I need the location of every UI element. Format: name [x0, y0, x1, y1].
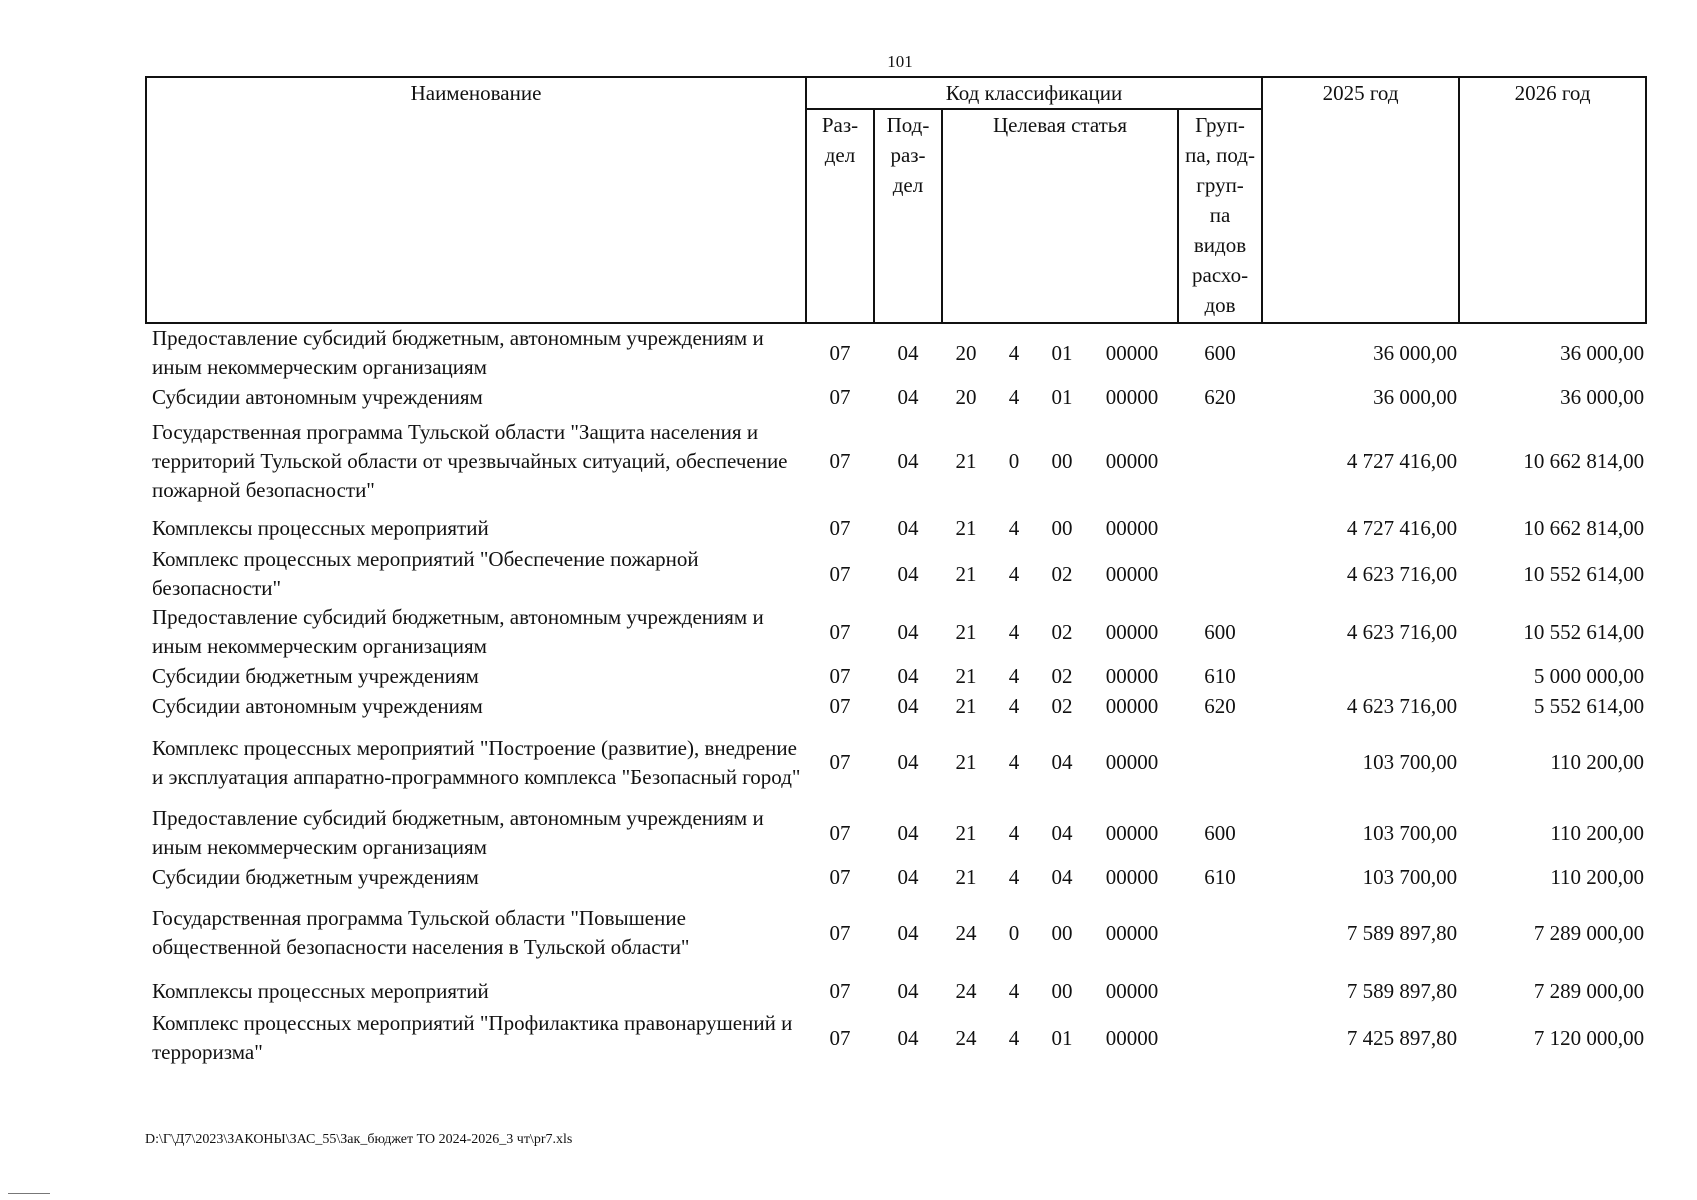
footer-file-path: D:\Г\Д7\2023\ЗАКОНЫ\ЗАС_55\Зак_бюджет ТО 2024-2026_3 чт\pr7.xls	[145, 1132, 573, 1147]
row-name: Субсидии бюджетным учреждениям	[152, 864, 479, 889]
row-target-program: 24	[955, 979, 977, 1003]
row-target-program: 21	[955, 619, 977, 644]
row-podrazdel: 04	[897, 979, 919, 1003]
row-name: Субсидии бюджетным учреждениям	[152, 663, 479, 688]
table-body	[146, 323, 1646, 1067]
row-expense-group: 620	[1204, 693, 1236, 718]
row-razdel: 07	[829, 515, 851, 540]
row-podrazdel: 04	[897, 920, 919, 945]
row-podrazdel: 04	[897, 619, 919, 644]
row-target-type: 4	[1008, 750, 1020, 774]
row-podrazdel: 04	[897, 693, 919, 718]
row-amount-2025: 4 623 716,00	[1346, 619, 1458, 644]
row-name: Предоставление субсидий бюджетным, автономным учреждениям и иным некоммерческим организациям	[152, 605, 764, 658]
row-amount-2025: 103 700,00	[1362, 820, 1458, 845]
header-expense-group: Груп- па, под- груп- па видов расхо- дов	[1178, 109, 1262, 323]
row-amount-2026: 10 552 614,00	[1523, 619, 1645, 644]
table-row	[146, 412, 1646, 505]
row-target-structure: 02	[1051, 663, 1073, 688]
table-row	[146, 1009, 1646, 1067]
table-row	[146, 505, 1646, 545]
row-amount-2025	[1262, 661, 1459, 691]
row-podrazdel: 04	[897, 340, 919, 365]
row-razdel: 07	[829, 820, 851, 845]
header-year-2026: 2026 год	[1459, 77, 1646, 323]
row-expense-group	[1178, 721, 1262, 804]
row-amount-2025: 4 623 716,00	[1346, 561, 1458, 586]
row-podrazdel: 04	[897, 750, 919, 774]
row-expense-group	[1178, 1009, 1262, 1067]
row-amount-2026: 10 552 614,00	[1523, 561, 1645, 586]
row-target-type: 4	[1008, 864, 1020, 889]
row-podrazdel: 04	[897, 384, 919, 409]
row-target-type: 4	[1008, 979, 1020, 1003]
header-podrazdel: Под- раз- дел	[874, 109, 942, 323]
page-number: 101	[887, 52, 913, 71]
row-expense-group: 600	[1204, 340, 1236, 365]
row-name: Предоставление субсидий бюджетным, автономным учреждениям и иным некоммерческим организациям	[152, 326, 764, 379]
row-target-structure: 04	[1051, 864, 1073, 889]
row-target-structure: 01	[1051, 340, 1073, 365]
row-amount-2026: 36 000,00	[1560, 340, 1645, 365]
row-target-structure: 00	[1051, 449, 1073, 473]
row-target-type: 4	[1008, 693, 1020, 718]
row-razdel: 07	[829, 979, 851, 1003]
row-expense-group	[1178, 412, 1262, 505]
row-amount-2026: 5 000 000,00	[1533, 663, 1645, 688]
row-podrazdel: 04	[897, 820, 919, 845]
row-expense-group	[1178, 545, 1262, 603]
row-razdel: 07	[829, 1025, 851, 1050]
table-row	[146, 603, 1646, 661]
row-target-program: 21	[955, 864, 977, 889]
row-target-direction: 00000	[1105, 384, 1159, 409]
row-target-type: 4	[1008, 340, 1020, 365]
row-target-direction: 00000	[1105, 1025, 1159, 1050]
table-row	[146, 323, 1646, 382]
row-amount-2025: 7 589 897,80	[1346, 979, 1458, 1003]
row-amount-2026: 5 552 614,00	[1533, 693, 1645, 718]
row-podrazdel: 04	[897, 1025, 919, 1050]
row-target-structure: 00	[1051, 920, 1073, 945]
row-amount-2025: 4 623 716,00	[1346, 693, 1458, 718]
header-razdel: Раз- дел	[806, 109, 874, 323]
row-podrazdel: 04	[897, 449, 919, 473]
row-amount-2025: 4 727 416,00	[1346, 515, 1458, 540]
row-amount-2026: 7 120 000,00	[1533, 1025, 1645, 1050]
table-row	[146, 721, 1646, 804]
table-header	[146, 77, 1646, 323]
row-target-type: 4	[1008, 561, 1020, 586]
row-target-direction: 00000	[1105, 449, 1159, 473]
row-target-structure: 02	[1051, 619, 1073, 644]
table-row	[146, 382, 1646, 412]
row-podrazdel: 04	[897, 561, 919, 586]
table-row	[146, 691, 1646, 721]
row-target-direction: 00000	[1105, 820, 1159, 845]
row-expense-group	[1178, 892, 1262, 968]
row-target-type: 4	[1008, 515, 1020, 540]
row-amount-2025: 36 000,00	[1373, 340, 1458, 365]
row-target-program: 21	[955, 561, 977, 586]
row-razdel: 07	[829, 693, 851, 718]
row-razdel: 07	[829, 750, 851, 774]
row-name: Комплекс процессных мероприятий "Построение (развитие), внедрение и эксплуатация аппаратно-программного комплекса "Безопасный город"	[152, 735, 801, 789]
row-target-direction: 00000	[1105, 979, 1159, 1003]
row-target-program: 21	[955, 750, 977, 774]
row-amount-2025: 103 700,00	[1362, 864, 1458, 889]
row-target-type: 4	[1008, 663, 1020, 688]
row-name: Государственная программа Тульской области "Защита населения и территорий Тульской области от чрезвычайных ситуаций, обеспечение пожарной безопасности"	[152, 420, 788, 502]
row-target-direction: 00000	[1105, 561, 1159, 586]
row-target-program: 21	[955, 449, 977, 473]
row-expense-group: 610	[1204, 663, 1236, 688]
row-amount-2026: 110 200,00	[1550, 864, 1645, 889]
row-podrazdel: 04	[897, 515, 919, 540]
row-target-structure: 00	[1051, 515, 1073, 540]
row-name: Предоставление субсидий бюджетным, автономным учреждениям и иным некоммерческим организациям	[152, 806, 764, 859]
row-amount-2026: 10 662 814,00	[1523, 515, 1645, 540]
row-target-program: 21	[955, 663, 977, 688]
row-name: Комплекс процессных мероприятий "Профилактика правонарушений и терроризма"	[152, 1011, 793, 1064]
row-target-program: 21	[955, 820, 977, 845]
row-razdel: 07	[829, 663, 851, 688]
row-razdel: 07	[829, 561, 851, 586]
header-code-group: Код классификации	[806, 77, 1262, 109]
row-target-direction: 00000	[1105, 340, 1159, 365]
row-amount-2026: 110 200,00	[1550, 820, 1645, 845]
row-target-direction: 00000	[1105, 750, 1159, 774]
table-row	[146, 804, 1646, 862]
row-amount-2026: 36 000,00	[1560, 384, 1645, 409]
row-name: Комплексы процессных мероприятий	[152, 515, 489, 540]
row-amount-2025: 36 000,00	[1373, 384, 1458, 409]
row-expense-group	[1178, 505, 1262, 545]
row-target-program: 24	[955, 920, 977, 945]
header-name: Наименование	[146, 77, 806, 323]
row-razdel: 07	[829, 619, 851, 644]
row-target-type: 4	[1008, 820, 1020, 845]
row-target-structure: 02	[1051, 693, 1073, 718]
row-target-direction: 00000	[1105, 693, 1159, 718]
corner-mark	[8, 1193, 50, 1194]
row-expense-group: 600	[1204, 820, 1236, 845]
row-razdel: 07	[829, 920, 851, 945]
table-row	[146, 892, 1646, 968]
row-target-structure: 01	[1051, 384, 1073, 409]
row-target-structure: 04	[1051, 750, 1073, 774]
row-podrazdel: 04	[897, 864, 919, 889]
row-target-type: 4	[1008, 1025, 1020, 1050]
row-expense-group: 620	[1204, 384, 1236, 409]
row-amount-2025: 7 425 897,80	[1346, 1025, 1458, 1050]
table-row	[146, 968, 1646, 1009]
table-row	[146, 545, 1646, 603]
row-target-type: 4	[1008, 384, 1020, 409]
row-expense-group: 600	[1204, 619, 1236, 644]
header-target-article: Целевая статья	[942, 109, 1178, 323]
row-name: Комплексы процессных мероприятий	[152, 979, 489, 1003]
row-amount-2026: 110 200,00	[1550, 750, 1645, 774]
row-razdel: 07	[829, 449, 851, 473]
row-target-program: 20	[955, 384, 977, 409]
row-podrazdel: 04	[897, 663, 919, 688]
row-razdel: 07	[829, 384, 851, 409]
row-target-direction: 00000	[1105, 515, 1159, 540]
row-name: Комплекс процессных мероприятий "Обеспечение пожарной безопасности"	[152, 547, 699, 600]
row-target-program: 21	[955, 693, 977, 718]
row-target-structure: 01	[1051, 1025, 1073, 1050]
row-target-structure: 02	[1051, 561, 1073, 586]
row-amount-2025: 103 700,00	[1362, 750, 1458, 774]
table-row	[146, 862, 1646, 892]
row-target-program: 21	[955, 515, 977, 540]
budget-table	[145, 76, 1647, 1067]
row-amount-2026: 7 289 000,00	[1533, 979, 1645, 1003]
row-amount-2025: 7 589 897,80	[1346, 920, 1458, 945]
header-year-2025: 2025 год	[1262, 77, 1459, 323]
row-razdel: 07	[829, 340, 851, 365]
row-target-type: 0	[1008, 920, 1020, 945]
row-target-direction: 00000	[1105, 864, 1159, 889]
row-amount-2026: 7 289 000,00	[1533, 920, 1645, 945]
row-target-type: 0	[1008, 449, 1020, 473]
row-target-structure: 04	[1051, 820, 1073, 845]
table-row	[146, 661, 1646, 691]
row-target-program: 24	[955, 1025, 977, 1050]
row-amount-2025: 4 727 416,00	[1346, 449, 1458, 473]
row-razdel: 07	[829, 864, 851, 889]
row-target-program: 20	[955, 340, 977, 365]
row-target-type: 4	[1008, 619, 1020, 644]
row-target-direction: 00000	[1105, 619, 1159, 644]
row-amount-2026: 10 662 814,00	[1523, 449, 1645, 473]
row-name: Субсидии автономным учреждениям	[152, 693, 483, 718]
row-name: Субсидии автономным учреждениям	[152, 384, 483, 409]
row-target-direction: 00000	[1105, 663, 1159, 688]
row-target-structure: 00	[1051, 979, 1073, 1003]
row-expense-group	[1178, 968, 1262, 1009]
row-expense-group: 610	[1204, 864, 1236, 889]
row-target-direction: 00000	[1105, 920, 1159, 945]
row-name: Государственная программа Тульской области "Повышение общественной безопасности населения в Тульской области"	[152, 906, 690, 959]
